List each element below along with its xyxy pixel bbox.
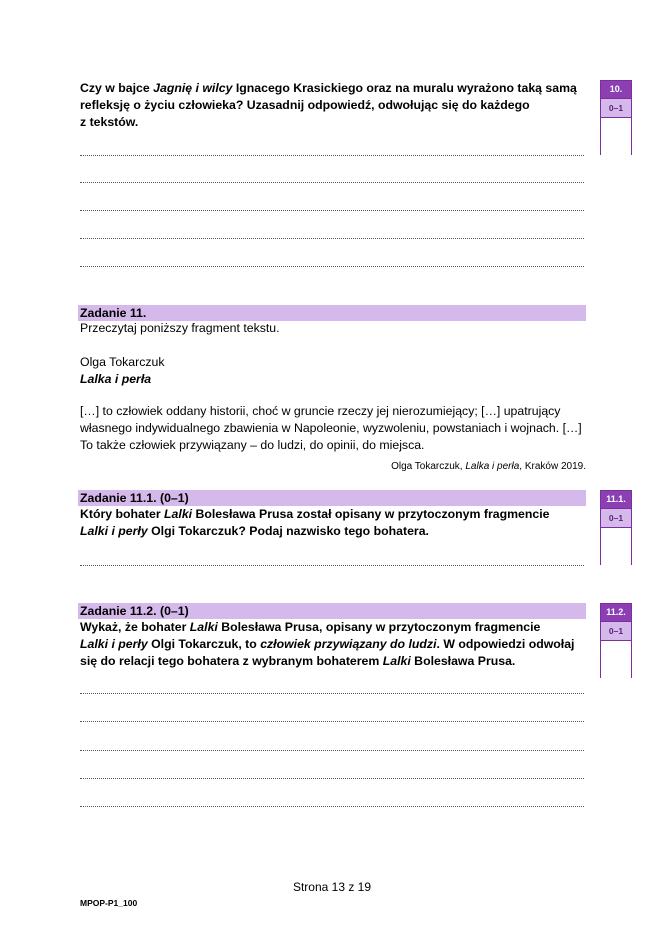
task11-instruction: Przeczytaj poniższy fragment tekstu. — [80, 321, 280, 335]
task11-2-answer-line-2[interactable] — [80, 721, 584, 722]
task11-fragment — [80, 403, 590, 454]
task11-2-question-line2: Lalki i perły Olgi Tokarczuk, to człowiek przywiązany do ludzi. W odpowiedzi odwołaj — [80, 637, 575, 651]
task11-2-question-line3: się do relacji tego bohatera z wybranym bohaterem Lalki Bolesława Prusa. — [80, 654, 516, 668]
task11-1-score-number: 11.1. — [601, 491, 631, 508]
task10-answer-line-2[interactable] — [80, 182, 584, 183]
task11-2-header: Zadanie 11.2. (0–1) — [78, 603, 586, 619]
task11-1-question-line2: Lalki i perły Olgi Tokarczuk? Podaj nazwisko tego bohatera. — [80, 524, 429, 538]
task10-score-box — [600, 80, 632, 155]
task11-source: Olga Tokarczuk, Lalka i perła, Kraków 2019. — [391, 461, 586, 472]
task10-answer-line-5[interactable] — [80, 266, 584, 267]
task11-2-answer-line-4[interactable] — [80, 778, 584, 779]
task10-score-field[interactable] — [601, 118, 631, 155]
task11-1-header: Zadanie 11.1. (0–1) — [78, 490, 586, 506]
task10-question-line3: z tekstów. — [80, 115, 139, 129]
task11-2-answer-line-3[interactable] — [80, 750, 584, 751]
task10-question — [80, 80, 590, 131]
task11-1-score-field[interactable] — [601, 528, 631, 565]
task10-answer-line-4[interactable] — [80, 238, 584, 239]
task11-2-question-line1: Wykaż, że bohater Lalki Bolesława Prusa, opisany w przytoczonym fragmencie — [80, 620, 541, 634]
task10-answer-line-1[interactable] — [80, 155, 584, 156]
task11-1-answer-line[interactable] — [80, 565, 584, 566]
task11-fragment-line1: […] to człowiek oddany historii, choć w gruncie rzeczy jej nierozumiejący; […] upatrujący — [80, 404, 561, 418]
task11-2-question — [80, 619, 590, 670]
task10-score-points: 0–1 — [601, 98, 631, 118]
task11-header: Zadanie 11. — [78, 305, 586, 321]
task11-1-score-points: 0–1 — [601, 508, 631, 528]
task11-2-score-number: 11.2. — [601, 604, 631, 621]
task11-author: Olga Tokarczuk — [80, 355, 165, 369]
task11-2-score-field[interactable] — [601, 641, 631, 678]
page-number: Strona 13 z 19 — [292, 880, 372, 894]
task10-question-line2: refleksję o życiu człowieka? Uzasadnij odpowiedź, odwołując się do każdego — [80, 98, 530, 112]
task11-2-answer-line-1[interactable] — [80, 693, 584, 694]
task11-title: Lalka i perła — [80, 372, 152, 386]
task11-fragment-line2: własnego indywidualnego zbawienia w Napoleonie, wyzwoleniu, powstaniach i wojnach. […] — [80, 421, 582, 435]
task10-answer-line-3[interactable] — [80, 210, 584, 211]
task11-2-score-box — [600, 603, 632, 678]
document-code: MPOP-P1_100 — [80, 898, 138, 908]
task11-2-score-points: 0–1 — [601, 621, 631, 641]
task10-score-number: 10. — [601, 81, 631, 98]
task11-2-answer-line-5[interactable] — [80, 806, 584, 807]
task11-1-question-line1: Który bohater Lalki Bolesława Prusa został opisany w przytoczonym fragmencie — [80, 507, 550, 521]
task11-fragment-line3: To także człowiek przywiązany – do ludzi, do opinii, do miejsca. — [80, 438, 425, 452]
task10-question-line1: Czy w bajce Jagnię i wilcy Ignacego Krasickiego oraz na muralu wyrażono taką samą — [80, 81, 577, 95]
task11-1-score-box — [600, 490, 632, 565]
task11-1-question — [80, 506, 590, 540]
